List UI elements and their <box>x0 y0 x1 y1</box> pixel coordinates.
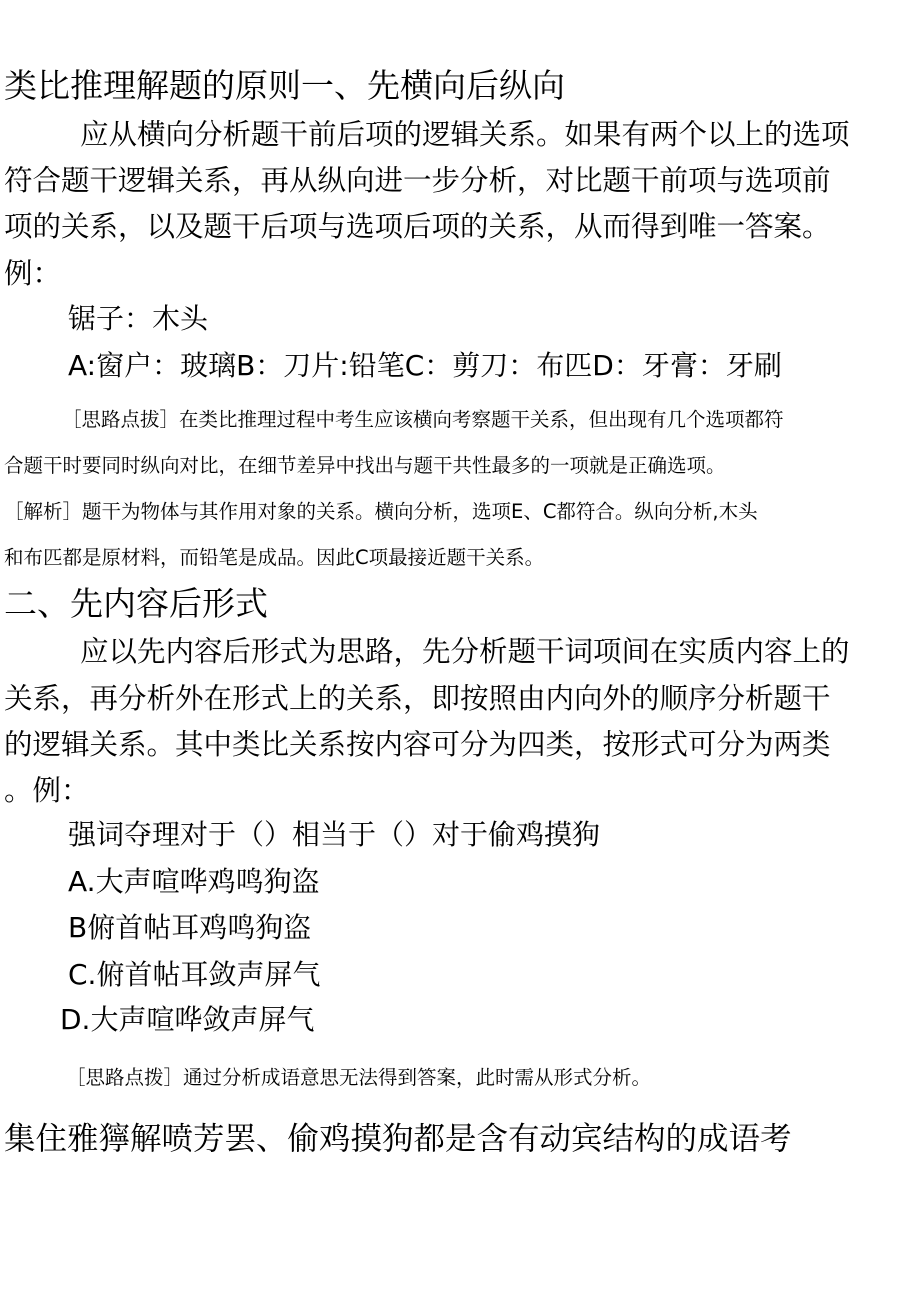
section2-option-a: A.大声喧哗鸡鸣狗盗 <box>68 865 320 898</box>
section1-para-line-3: 项的关系，以及题干后项与选项后项的关系，从而得到唯一答案。 <box>4 210 831 243</box>
section1-analysis-line-1: ［解析］题干为物体与其作用对象的关系。横向分析，选项E、C都符合。纵向分析,木头 <box>4 500 758 523</box>
section2-question: 强词夺理对于（）相当于（）对于偷鸡摸狗 <box>68 818 601 851</box>
section2-para-line-4: 。例： <box>4 774 90 807</box>
section2-para-line-2: 关系，再分析外在形式上的关系，即按照由内向外的顺序分析题干 <box>4 682 831 715</box>
section1-para-line-2: 符合题干逻辑关系，再从纵向进一步分析，对比题干前项与选项前 <box>4 164 831 197</box>
section2-option-c: C.俯首帖耳敛声屏气 <box>68 958 321 991</box>
section1-hint-line-2: 合题干时要同时纵向对比，在细节差异中找出与题干共性最多的一项就是正确选项。 <box>4 454 726 477</box>
section1-analysis-line-2: 和布匹都是原材料，而铅笔是成品。因此C项最接近题干关系。 <box>4 546 545 569</box>
section1-title: 类比推理解题的原则一、先横向后纵向 <box>4 66 565 105</box>
section1-para-line-4: 例： <box>4 257 62 290</box>
section1-question: 锯子：木头 <box>68 302 209 335</box>
section1-hint-line-1: ［思路点拔］在类比推理过程中考生应该横向考察题干关系，但出现有几个选项都符 <box>62 408 784 431</box>
section2-option-b: B俯首帖耳鸡鸣狗盗 <box>68 911 312 944</box>
section2-option-d: D.大声喧哗敛声屏气 <box>60 1003 315 1036</box>
section2-para-line-1: 应以先内容后形式为思路，先分析题干词项间在实质内容上的 <box>80 635 850 668</box>
section2-hint: ［思路点拨］通过分析成语意思无法得到答案，此时需从形式分析。 <box>66 1066 652 1089</box>
section1-options: A:窗户：玻璃B：刀片:铅笔C：剪刀：布匹D：牙膏：牙刷 <box>68 349 782 382</box>
section2-para-line-3: 的逻辑关系。其中类比关系按内容可分为四类，按形式可分为两类 <box>4 728 831 761</box>
section2-title: 二、先内容后形式 <box>4 584 268 623</box>
section1-para-line-1: 应从横向分析题干前后项的逻辑关系。如果有两个以上的选项 <box>80 118 850 151</box>
section2-final-line: 集住雅獰解喷芳罢、偷鸡摸狗都是含有动宾结构的成语考 <box>4 1121 792 1157</box>
